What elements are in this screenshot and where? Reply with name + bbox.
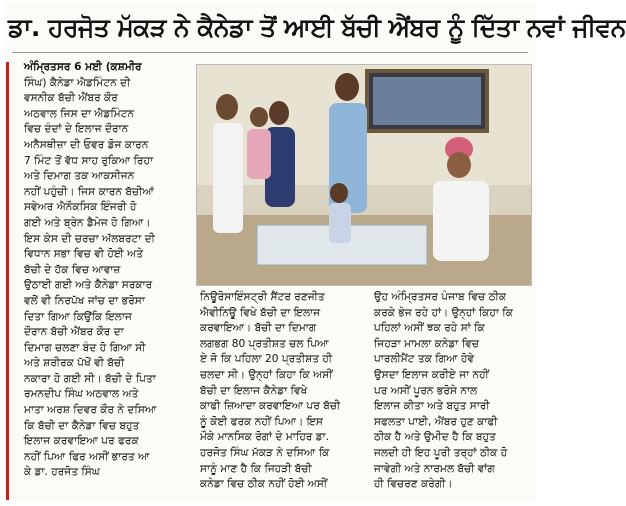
col3-line: ਪਾਰਲੀਮੈਂਟ ਤਕ ਗਿਆ ਹੋਵੇ [374, 353, 475, 366]
col3-line: ਠੀਕ ਹੈ ਅਤੇ ਉਮੀਦ ਹੈ ਕਿ ਬਹੁਤ [374, 431, 496, 444]
col1-line: ਨਹੀਂ ਪਿਆ ਫਿਰ ਅਸੀਂ ਭਾਰਤ ਆ [24, 450, 150, 463]
col1-line: ਮਾਤਾ ਅਰਸ਼ ਦਿਵਰ ਕੌਰ ਨੇ ਦਸਿਆ [24, 404, 157, 417]
col1-line: ਵਸਨੀਕ ਬੱਚੀ ਐਂਬਰ ਕੌਰ [24, 92, 118, 105]
col3-line: ਇਲਾਜ ਕੀਤਾ ਅਤੇ ਬਹੁਤ ਸਾਰੀ [374, 400, 490, 413]
col1-line: ਉਠਾਈ ਗਈ ਅਤੇ ਕੈਨੇਡਾ ਸਰਕਾਰ [24, 279, 153, 292]
col2-line: ਲਗਭਗ 80 ਪ੍ਰਤੀਸ਼ਤ ਚਲ ਪਿਆ [200, 337, 329, 350]
col1-line: ਅਤੇ ਦਿਮਾਗ ਤਕ ਆਕਸੀਜਨ [24, 170, 135, 183]
col2-line: ਐਵੀਨਿਊ ਵਿਖੇ ਬੱਚੀ ਦਾ ਇਲਾਜ [200, 306, 321, 319]
margin-rule [6, 62, 9, 500]
col3-line: ਉਹ ਅੰਮ੍ਰਿਤਸਰ ਪੰਜਾਬ ਵਿਚ ਠੀਕ [374, 291, 507, 303]
col2-line: ਕਰਵਾਇਆ। ਬੱਚੀ ਦਾ ਦਿਮਾਗ [200, 322, 317, 335]
col1-line: ਗਈ ਅਤੇ ਬ੍ਰੇਨ ਡੈਮੇਜ ਹੋ ਗਿਆ। [24, 216, 151, 229]
headline-divider [12, 52, 528, 53]
col1-line: ਅੰਮ੍ਰਿਤਸਰ 6 ਮਈ (ਕਸ਼ਮੀਰ [24, 61, 142, 73]
col1-line: ਦੌਰਾਨ ਬੱਚੀ ਐਂਬਰ ਕੌਰ ਦਾ [24, 326, 124, 339]
col1-line: ਸਿੰਘ) ਕੈਨੇਡਾ ਐਡਮਿੰਟਨ ਦੀ [24, 76, 131, 89]
col3-line: ਸਫਲਤਾ ਪਾਈ, ਐਂਬਰ ਹੁਣ ਕਾਫੀ [374, 415, 498, 428]
col1-line: ਕਿ ਬੱਚੀ ਦਾ ਕੈਨੇਡਾ ਵਿਚ ਬਹੁਤ [24, 419, 140, 432]
col2-line: ਮੌਕੇ ਮਾਨਸਿਕ ਰੋਗਾਂ ਦੇ ਮਾਹਿਰ ਡਾ. [200, 431, 330, 444]
col3-line: ਉਸਦਾ ਇਲਾਜ ਕਰੀਏ ਜਾ ਨਹੀਂ [374, 368, 489, 381]
col1-line: ਅਤੇ ਸ਼ਰੀਰਕ ਪੱਖੋਂ ਵੀ ਬੱਚੀ [24, 357, 125, 370]
col2-line: ਕਨੇਡਾ ਵਿਚ ਠੀਕ ਨਹੀਂ ਹੋਈ ਅਸੀਂ [200, 478, 328, 491]
col3-line: ਹੀ ਵਿਚਰਣ ਕਰੇਗੀ। [374, 478, 453, 491]
col2-line: ਨੂੰ ਕੋਈ ਫਰਕ ਨਹੀਂ ਪਿਆ। ਇਸ [200, 415, 323, 428]
col2-line: ਕਾਫੀ ਜ਼ਿਆਦਾ ਕਰਵਾਇਆ ਪਰ ਬੱਚੀ [200, 400, 341, 413]
col1-line: ਅਠਵਾਲ ਜਿਸ ਦਾ ਐਡਮਿੰਟਨ [24, 107, 135, 120]
col1-line: ਵਿਚ ਦੰਦਾਂ ਦੇ ਇਲਾਜ ਦੌਰਾਨ [24, 123, 129, 136]
col1-line: ਕੇ ਡਾ. ਹਰਜੋਤ ਸਿੰਘ [24, 466, 100, 479]
col1-line: ਬੱਚੀ ਦੇ ਹੱਕ ਵਿਚ ਆਵਾਜ਼ [24, 263, 121, 276]
col1-line: ਦਿਮਾਗ ਚਲਣਾ ਬੰਦ ਹੋ ਗਿਆ ਸੀ [24, 341, 146, 354]
col3-line: ਪਰ ਅਸੀਂ ਪੂਰਨ ਭਰੋਸੇ ਨਾਲ [374, 384, 478, 397]
col2-line: ਹਰਜੋਤ ਸਿੰਘ ਮੱਕੜ ਨੇ ਦਸਿਆ ਕਿ [200, 446, 330, 459]
col2-line: ਸਾਨੂੰ ਮਾਣ ਹੈ ਕਿ ਜਿਹੜੀ ਬੱਚੀ [200, 462, 312, 475]
col1-line: ਨਹੀਂ ਪਹੁੰਚੀ। ਜਿਸ ਕਾਰਨ ਬੱਚੀਆਂ [24, 185, 154, 198]
news-photo [196, 64, 532, 286]
col1-line: ਅਨੈਸਥੀਜ਼ਾ ਦੀ ਓਵਰ ਡੋਜ ਕਾਰਨ [24, 138, 149, 151]
col3-line: ਪਹਿਲਾਂ ਅਸੀਂ ਝਕ ਰਹੇ ਸਾਂ ਕਿ [374, 322, 485, 335]
col1-line: ਇਸ ਕੇਸ ਦੀ ਚਰਚਾ ਅੱਲਬਰਟਾ ਦੀ [24, 232, 155, 245]
col1-line: ਰਮਨਦੀਪ ਸਿੰਘ ਅਠਵਾਲ ਅਤੇ [24, 388, 139, 401]
col1-line: ਸਵੇਅਰ ਐਨੌਕਸਿਕ ਇੰਜਰੀ ਹੋ [24, 201, 137, 214]
article-column-3 [374, 290, 528, 496]
col2-line: ਨਿਊਰੋਸਾਇੰਸਟ੍ਰੀ ਸੈਂਟਰ ਰਣਜੀਤ [200, 291, 325, 303]
article-column-2 [200, 290, 365, 496]
col2-line: ਚਲਦਾ ਸੀ। ਉਨ੍ਹਾਂ ਕਿਹਾ ਕਿ ਅਸੀਂ [200, 368, 333, 381]
col3-line: ਜਿਹੜਾ ਮਾਮਲਾ ਕਨੇਡਾ ਵਿਚ [374, 337, 479, 350]
col3-line: ਜਲਦੀ ਹੀ ਇਹ ਪੂਰੀ ਤਰ੍ਹਾਂ ਠੀਕ ਹੋ [374, 446, 508, 459]
col1-line: 7 ਮਿੰਟ ਤੋਂ ਵੱਧ ਸਾਹ ਰੁਕਿਆ ਰਿਹਾ [24, 154, 154, 167]
col1-line: ਦਿਤਾ ਗਿਆ ਕਿਉਂਕਿ ਇਲਾਜ [24, 310, 132, 323]
col1-line: ਇਲਾਜ ਕਰਵਾਇਆ ਪਰ ਫਰਕ [24, 435, 139, 448]
article-column-1 [24, 60, 190, 496]
col2-line: ਬੱਚੀ ਦਾ ਇਲਾਜ ਕੈਨੇਡਾ ਵਿਖੇ [200, 384, 308, 397]
col3-line: ਕਰਕੇ ਭੇਜ ਰਹੇ ਹਾਂ। ਉਨ੍ਹਾਂ ਕਿਹਾ ਕਿ [374, 306, 513, 319]
col1-line: ਵਿਧਾਨ ਸਭਾ ਵਿਚ ਵੀ ਹੋਈ ਅਤੇ [24, 248, 144, 261]
col1-line: ਵਲੋਂ ਵੀ ਨਿਰਪੱਖ ਜਾਂਚ ਦਾ ਭਰੋਸਾ [24, 294, 145, 307]
col2-line: ਏ ਜੋ ਕਿ ਪਹਿਲਾ 20 ਪ੍ਰਤੀਸ਼ਤ ਹੀ [200, 353, 333, 366]
headline: ਡਾ. ਹਰਜੋਤ ਮੱਕੜ ਨੇ ਕੈਨੇਡਾ ਤੋਂ ਆਈ ਬੱਚੀ ਐਂਬਰ ਨੂੰ ਦਿੱਤਾ ਨਵਾਂ ਜੀਵਨ [8, 13, 626, 42]
col1-line: ਨਕਾਰਾ ਹੋ ਗਈ ਸੀ। ਬੱਚੀ ਦੇ ਪਿਤਾ [24, 372, 156, 385]
col3-line: ਜਾਵੇਗੀ ਅਤੇ ਨਾਰਮਲ ਬੱਚੀ ਵਾਂਗ [374, 462, 495, 475]
